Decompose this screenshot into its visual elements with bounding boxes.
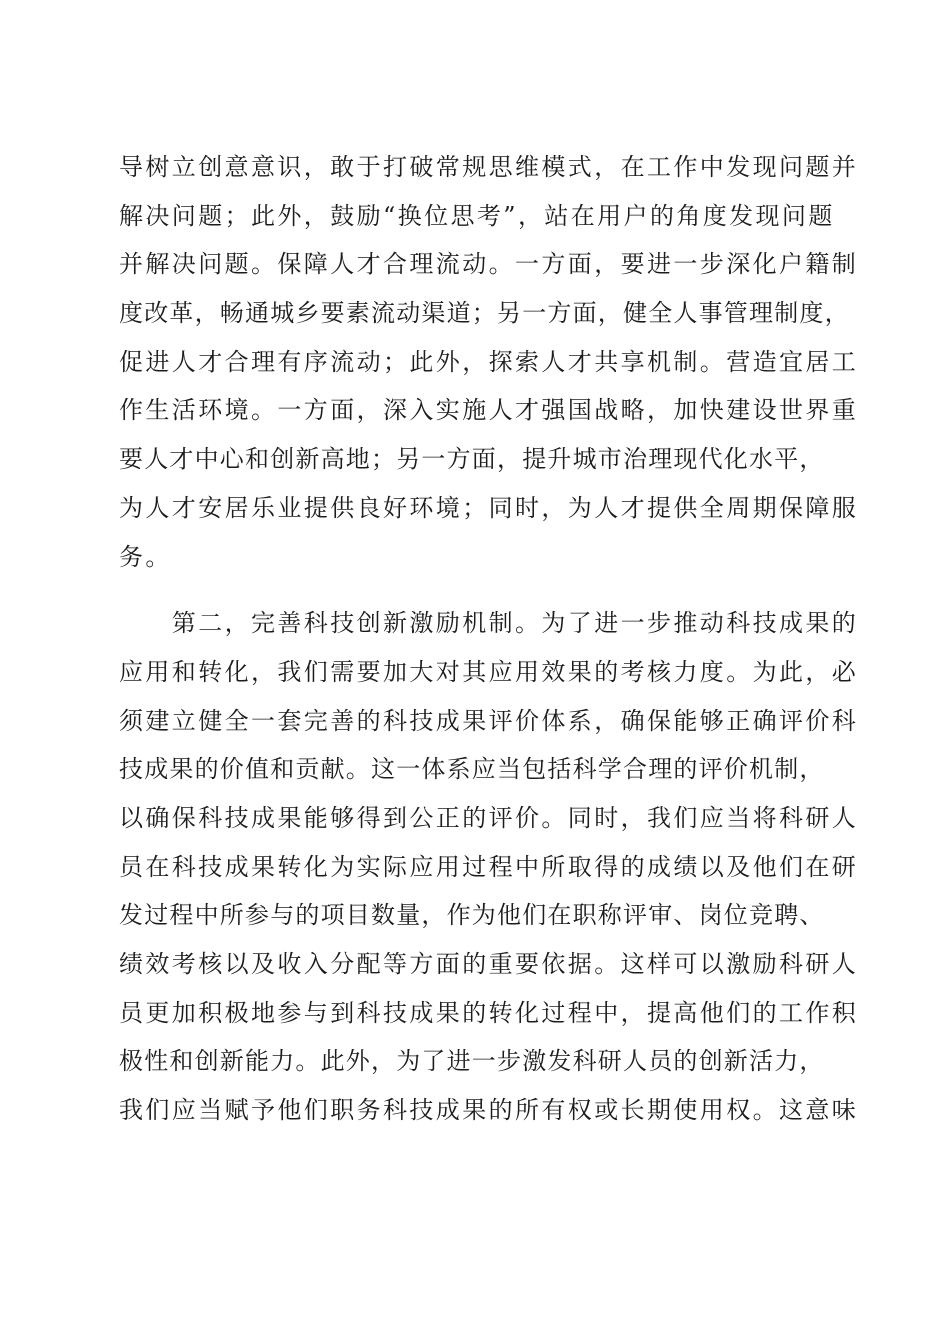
text-line: 第二，完善科技创新激励机制。为了进一步推动科技成果的 xyxy=(119,609,859,638)
text-line: 员更加积极地参与到科技成果的转化过程中，提高他们的工作积 xyxy=(119,998,859,1027)
text-line: 务。 xyxy=(119,542,172,571)
text-line: 促进人才合理有序流动；此外，探索人才共享机制。营造宜居工 xyxy=(119,347,859,376)
text-line: 应用和转化，我们需要加大对其应用效果的考核力度。为此，必 xyxy=(119,657,859,686)
text-line: 并解决问题。保障人才合理流动。一方面，要进一步深化户籍制 xyxy=(119,250,859,279)
text-line: 绩效考核以及收入分配等方面的重要依据。这样可以激励科研人 xyxy=(119,950,859,978)
text-line: 作生活环境。一方面，深入实施人才强国战略，加快建设世界重 xyxy=(119,396,859,425)
text-line: 为人才安居乐业提供良好环境；同时，为人才提供全周期保障服 xyxy=(119,493,859,522)
text-line: 我们应当赋予他们职务科技成果的所有权或长期使用权。这意味 xyxy=(119,1096,859,1125)
document-body xyxy=(119,143,859,1135)
paragraph-2 xyxy=(119,599,859,1135)
text-line: 导树立创意意识，敢于打破常规思维模式，在工作中发现问题并 xyxy=(119,153,859,181)
text-line: 发过程中所参与的项目数量，作为他们在职称评审、岗位竞聘、 xyxy=(119,901,825,930)
text-line: 以确保科技成果能够得到公正的评价。同时，我们应当将科研人 xyxy=(119,803,859,832)
text-line: 解决问题；此外，鼓励“换位思考”，站在用户的角度发现问题 xyxy=(119,201,835,230)
text-line: 员在科技成果转化为实际应用过程中所取得的成绩以及他们在研 xyxy=(119,852,859,881)
paragraph-spacer xyxy=(119,581,839,599)
text-line: 要人才中心和创新高地；另一方面，提升城市治理现代化水平， xyxy=(119,445,825,474)
text-line: 技成果的价值和贡献。这一体系应当包括科学合理的评价机制， xyxy=(119,755,825,784)
paragraph-1 xyxy=(119,143,859,581)
text-line: 度改革，畅通城乡要素流动渠道；另一方面，健全人事管理制度， xyxy=(119,299,850,328)
text-line: 极性和创新能力。此外，为了进一步激发科研人员的创新活力， xyxy=(119,1047,825,1076)
text-line: 须建立健全一套完善的科技成果评价体系，确保能够正确评价科 xyxy=(119,706,859,735)
